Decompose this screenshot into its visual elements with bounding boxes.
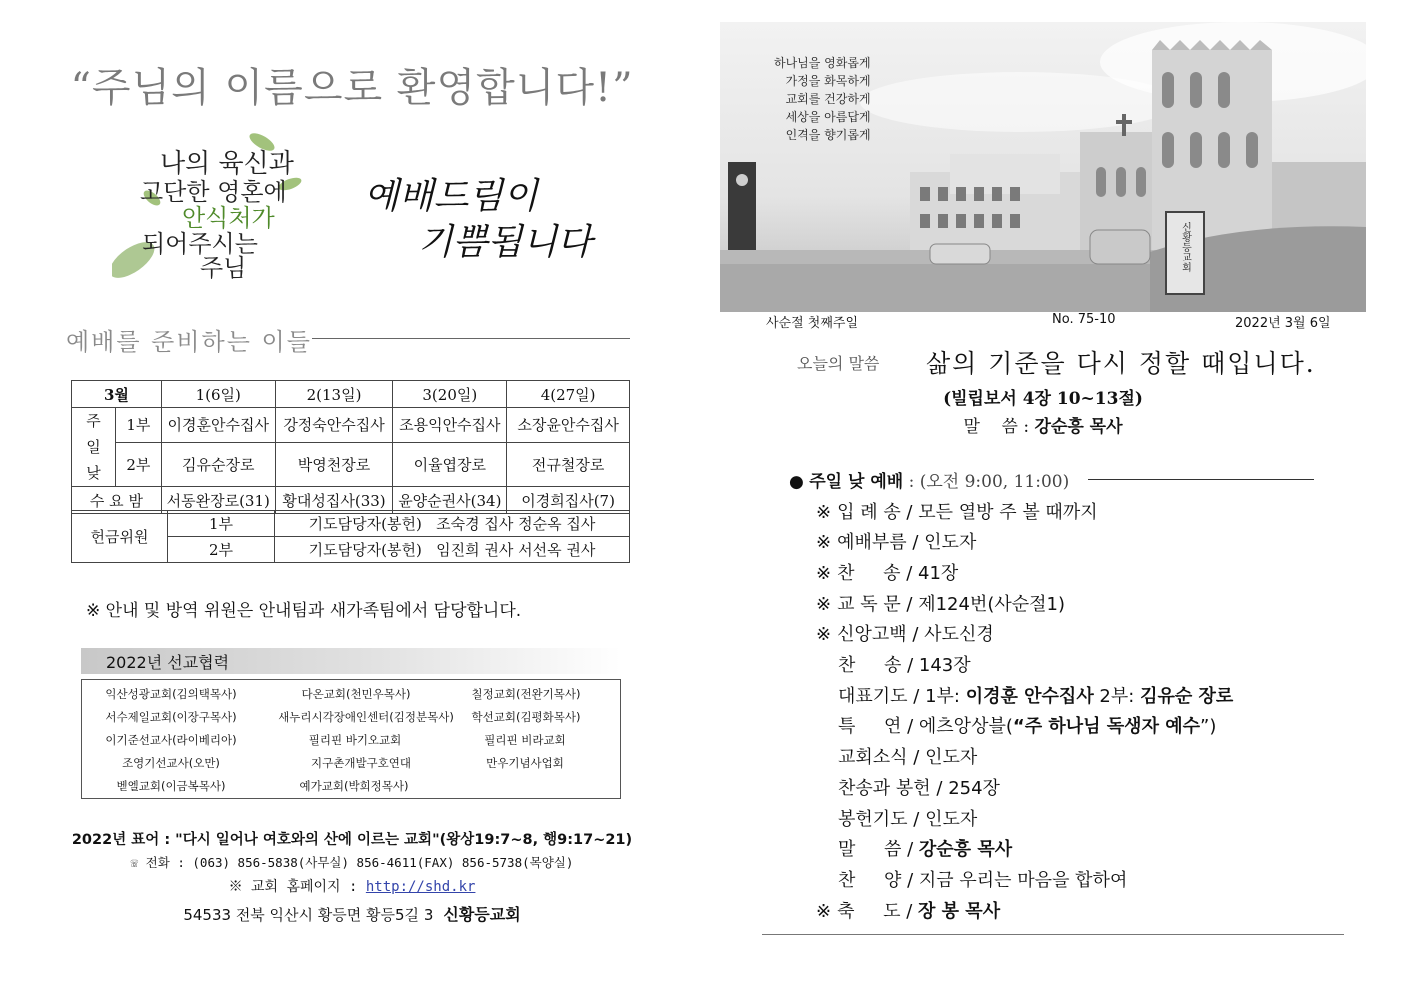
- mission-item: 필리핀 바기오교회: [308, 733, 402, 747]
- order-value: 143장: [918, 655, 971, 676]
- calligraphy-line-5: 주님: [200, 254, 247, 282]
- order-label: 대표기도: [838, 686, 908, 707]
- mission-item: 지구촌개발구호연대: [311, 756, 411, 770]
- order-item: ※ 입 례 송 / 모든 열방 주 볼 때까지: [816, 502, 1098, 523]
- mission-item: 이기준선교사(라이베리아): [105, 733, 237, 747]
- table-cell: 소장윤안수집사: [507, 408, 630, 443]
- order-value: ”): [1200, 716, 1217, 737]
- order-label: 찬송과 봉헌: [838, 778, 931, 799]
- order-mark: ※: [816, 624, 832, 645]
- mission-list: [81, 679, 621, 799]
- year-motto: 2022년 표어 : "다시 일어나 여호와의 산에 이르는 교회"(왕상19:7~8, 행9:17~21): [71, 832, 633, 848]
- order-item: ※ 예배부름 / 인도자: [816, 532, 977, 553]
- week-header: 3(20일): [393, 381, 507, 408]
- order-item: 찬송과 봉헌 / 254장: [838, 778, 1000, 799]
- bulletin-date: 2022년 3월 6일: [1235, 316, 1331, 331]
- prep-heading: 예배를 준비하는 이들: [66, 328, 312, 356]
- order-mark: ※: [816, 563, 832, 584]
- phone-info: ☏ 전화 : (063) 856-5838(사무실) 856-4611(FAX) 856-5738(목양실): [130, 855, 574, 870]
- sunday-label: 주 일 낮: [72, 408, 116, 487]
- worship-leaders-table: [71, 380, 630, 514]
- order-mark: ※: [816, 901, 832, 922]
- service-heading: [789, 467, 1069, 492]
- calligraphy-image-joy: [360, 172, 630, 264]
- table-cell: 윤양순권사(34): [393, 487, 507, 514]
- heading-divider: [312, 338, 630, 339]
- order-value: 인도자: [925, 747, 978, 768]
- offering-members: 기도담당자(봉헌) 조숙경 집사 정순옥 집사: [275, 511, 630, 537]
- service-divider: [1088, 479, 1314, 480]
- benediction-pastor: 장 봉 목사: [918, 901, 1001, 922]
- preacher-name: 강순흥 목사: [1034, 417, 1123, 437]
- order-mark: ※: [816, 502, 832, 523]
- calligraphy-line-6: 예배드림이: [364, 176, 538, 217]
- prayer-leader-2: 김유순 장로: [1140, 686, 1234, 707]
- order-value: 254장: [948, 778, 1000, 799]
- order-label: 교 독 문: [837, 594, 901, 615]
- sermon-title: 삶의 기준을 다시 정할 때입니다.: [926, 349, 1316, 378]
- order-item: 교회소식 / 인도자: [838, 747, 978, 768]
- mission-item: 다온교회(천민우목사): [301, 687, 411, 701]
- order-item: ※ 교 독 문 / 제124번(사순절1): [816, 594, 1066, 615]
- church-name: 신황등교회: [443, 905, 521, 924]
- homepage-label: ※ 교회 홈페이지 :: [228, 879, 358, 895]
- welcome-heading: “주님의 이름으로 환영합니다!”: [70, 65, 634, 111]
- order-value: 인도자: [924, 532, 977, 553]
- service-name: 주일 낮 예배: [809, 472, 904, 492]
- order-label: 찬 송: [837, 563, 901, 584]
- table-cell: 황대성집사(33): [275, 487, 393, 514]
- mission-item: 만우기념사업회: [486, 756, 564, 770]
- address-line: [0, 902, 704, 925]
- mission-item: 벧엘교회(이금복목사): [116, 779, 226, 793]
- mission-item: 서수제일교회(이장구목사): [105, 710, 237, 724]
- order-value: 모든 열방 주 볼 때까지: [918, 502, 1098, 523]
- order-item: 말 씀 / 강순흥 목사: [838, 839, 1013, 860]
- calligraphy-image-rest: [112, 120, 312, 285]
- week-header: 1(6일): [161, 381, 275, 408]
- scripture-reference: (빌립보서 4장 10~13절): [943, 389, 1143, 409]
- mission-item: 조영기선교사(오만): [122, 756, 220, 770]
- table-cell: 이경훈안수집사: [161, 408, 275, 443]
- order-mark: ※: [816, 594, 832, 615]
- table-cell: 김유순장로: [161, 442, 275, 486]
- table-cell: 서동완장로(31): [161, 487, 275, 514]
- order-value: 에츠앙상블(: [918, 716, 1013, 737]
- offering-members: 기도담당자(봉헌) 임진희 권사 서선옥 권사: [275, 537, 630, 563]
- order-label: 예배부름: [837, 532, 907, 553]
- mission-title: 2022년 선교협력: [106, 653, 230, 672]
- order-item: 특 연 / 에츠앙상블(“주 하나님 독생자 예수”): [838, 716, 1217, 737]
- service-time: : (오전 9:00, 11:00): [903, 472, 1070, 492]
- order-label: 축 도: [837, 901, 901, 922]
- vision-item: 하나님을 영화롭게: [774, 56, 871, 70]
- service1-label: 1부: [115, 408, 161, 443]
- order-item: 대표기도 / 1부: 이경훈 안수집사 2부: 김유순 장로: [838, 686, 1234, 707]
- order-value: 인도자: [925, 809, 978, 830]
- order-item: ※ 신앙고백 / 사도신경: [816, 624, 994, 645]
- order-value: 41장: [918, 563, 959, 584]
- order-value: 지금 우리는 마음을 합하여: [918, 870, 1128, 891]
- order-label: 찬 송: [838, 655, 902, 676]
- order-label: 특 연: [838, 716, 902, 737]
- vision-item: 교회를 건강하게: [785, 92, 871, 106]
- table-cell: 이경희집사(7): [507, 487, 630, 514]
- offering-label: 헌금위원: [72, 511, 168, 563]
- calligraphy-line-3: 안식처가: [182, 204, 275, 232]
- special-song-title: “주 하나님 독생자 예수: [1012, 716, 1200, 737]
- preacher-line: [720, 412, 1366, 437]
- season-label: 사순절 첫째주일: [766, 316, 859, 331]
- today-word-label: 오늘의 말씀: [797, 354, 880, 373]
- order-value: 제124번(사순절1): [918, 594, 1066, 615]
- calligraphy-line-4: 되어주시는: [142, 230, 258, 258]
- table-cell: 박영천장로: [275, 442, 393, 486]
- mission-item: 익산성광교회(김의택목사): [105, 687, 237, 701]
- order-label: 찬 양: [838, 870, 902, 891]
- order-mark: ※: [816, 532, 832, 553]
- order-item: ※ 찬 송 / 41장: [816, 563, 959, 584]
- issue-number: No. 75-10: [1052, 312, 1116, 327]
- table-cell: 전규철장로: [507, 442, 630, 486]
- guide-note: ※ 안내 및 방역 위원은 안내팀과 새가족팀에서 담당합니다.: [86, 601, 522, 621]
- order-value: 사도신경: [924, 624, 994, 645]
- table-cell: 조용익안수집사: [393, 408, 507, 443]
- order-item: 찬 송 / 143장: [838, 655, 971, 676]
- month-header: 3월: [72, 381, 162, 408]
- week-header: 4(27일): [507, 381, 630, 408]
- order-label: 말 씀: [838, 839, 902, 860]
- week-header: 2(13일): [275, 381, 393, 408]
- offering-part: 2부: [168, 537, 275, 563]
- preacher-label: 말 씀 :: [963, 417, 1035, 437]
- mission-item: 학선교회(김평화목사): [471, 710, 581, 724]
- vision-item: 인격을 향기롭게: [785, 128, 871, 142]
- order-item: 봉헌기도 / 인도자: [838, 809, 978, 830]
- order-item: ※ 축 도 / 장 봉 목사: [816, 901, 1001, 922]
- bottom-divider: [762, 934, 1344, 935]
- service2-label: 2부: [115, 442, 161, 486]
- homepage-line: [0, 876, 704, 896]
- prayer-leader-1: 이경훈 안수집사: [965, 686, 1094, 707]
- calligraphy-line-1: 나의 육신과: [160, 149, 294, 179]
- mission-item: 필리핀 비라교회: [484, 733, 566, 747]
- homepage-link[interactable]: http://shd.kr: [365, 879, 476, 895]
- order-label: 신앙고백: [837, 624, 907, 645]
- vision-item: 가정을 화목하게: [785, 74, 871, 88]
- order-label: 교회소식: [838, 747, 908, 768]
- offering-part: 1부: [168, 511, 275, 537]
- order-label: 입 례 송: [837, 502, 901, 523]
- wednesday-label: 수 요 밤: [72, 487, 162, 514]
- order-value: 2부:: [1093, 686, 1141, 707]
- order-label: 봉헌기도: [838, 809, 908, 830]
- table-cell: 강정숙안수집사: [275, 408, 393, 443]
- offering-committee-table: [71, 510, 630, 563]
- church-vision-list: [774, 54, 871, 144]
- sermon-preacher: 강순흥 목사: [918, 839, 1013, 860]
- order-value: 1부:: [925, 686, 966, 707]
- mission-item: 새누리시각장애인센터(김정분목사): [278, 710, 454, 724]
- church-sign-text: 신황등교회: [1179, 222, 1191, 272]
- address: 54533 전북 익산시 황등면 황등5길 3: [183, 906, 434, 924]
- calligraphy-line-2: 고단한 영혼에: [140, 178, 287, 206]
- table-cell: 이율엽장로: [393, 442, 507, 486]
- vision-item: 세상을 아름답게: [785, 110, 871, 124]
- order-item: 찬 양 / 지금 우리는 마음을 합하여: [838, 870, 1128, 891]
- mission-item: 칠정교회(전완기목사): [471, 687, 581, 701]
- calligraphy-line-7: 기쁨됩니다: [418, 222, 592, 263]
- mission-item: 예가교회(박희정목사): [299, 779, 409, 793]
- bullet-icon: ●: [789, 472, 804, 492]
